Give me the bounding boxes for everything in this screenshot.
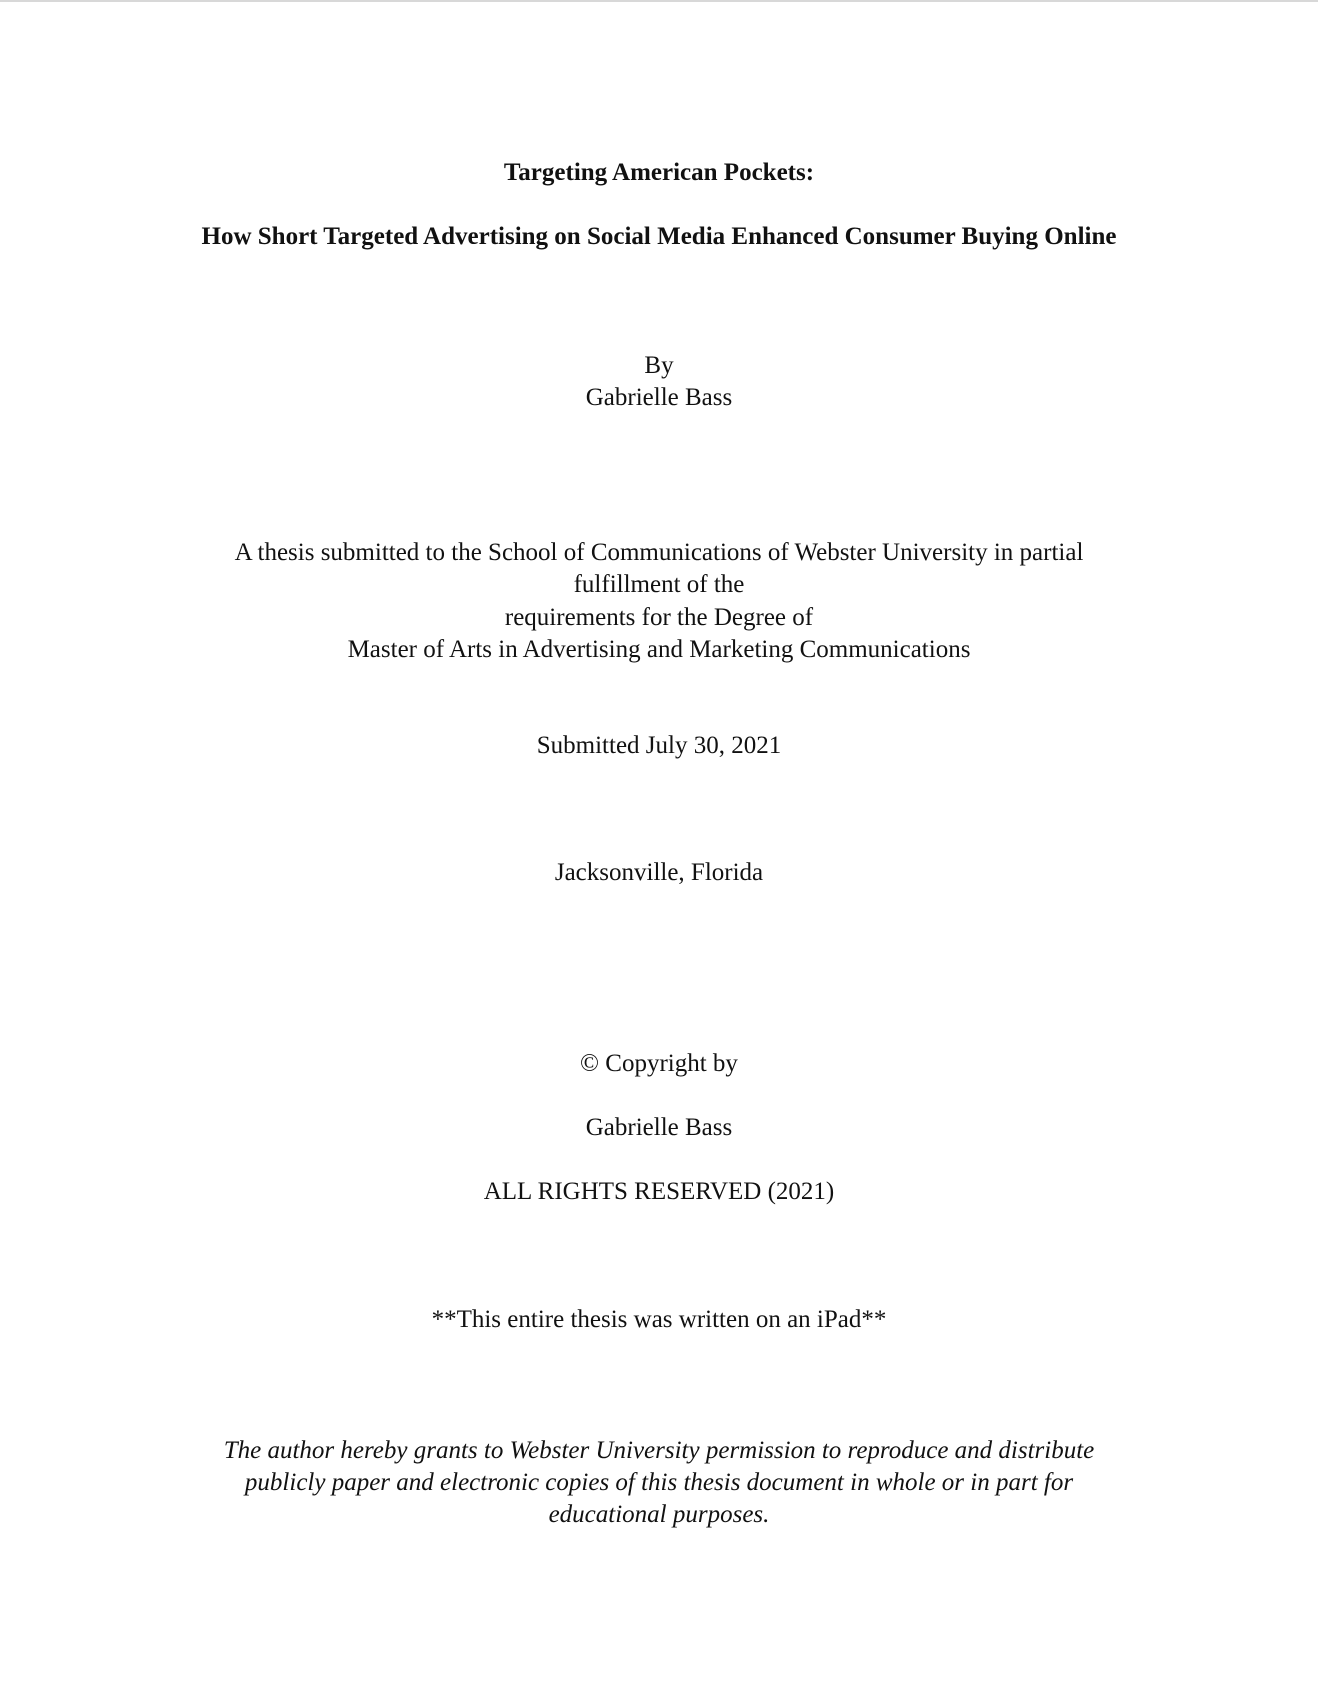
permission-line-3: educational purposes.	[548, 1501, 770, 1528]
submission-statement-line-2: fulfillment of the	[573, 571, 745, 598]
thesis-subtitle: How Short Targeted Advertising on Social Media Enhanced Consumer Buying Online	[201, 223, 1117, 250]
rights-reserved: ALL RIGHTS RESERVED (2021)	[483, 1178, 835, 1205]
permission-line-2: publicly paper and electronic copies of this thesis document in whole or in part for	[244, 1469, 1074, 1496]
permission-line-1: The author hereby grants to Webster University permission to reproduce and distribute	[223, 1437, 1095, 1464]
ipad-note: **This entire thesis was written on an iPad**	[431, 1306, 887, 1333]
thesis-title: Targeting American Pockets:	[503, 159, 815, 186]
submission-statement-line-1: A thesis submitted to the School of Communications of Webster University in partial	[234, 539, 1084, 566]
byline-by: By	[644, 352, 674, 379]
copyright-notice: © Copyright by	[580, 1050, 738, 1077]
location: Jacksonville, Florida	[554, 859, 764, 886]
submission-statement-line-3: requirements for the Degree of	[504, 604, 814, 631]
copyright-holder: Gabrielle Bass	[585, 1114, 733, 1141]
submission-statement-line-4: Master of Arts in Advertising and Marketing Communications	[347, 636, 971, 663]
author-name: Gabrielle Bass	[585, 384, 733, 411]
submission-date: Submitted July 30, 2021	[536, 732, 782, 759]
